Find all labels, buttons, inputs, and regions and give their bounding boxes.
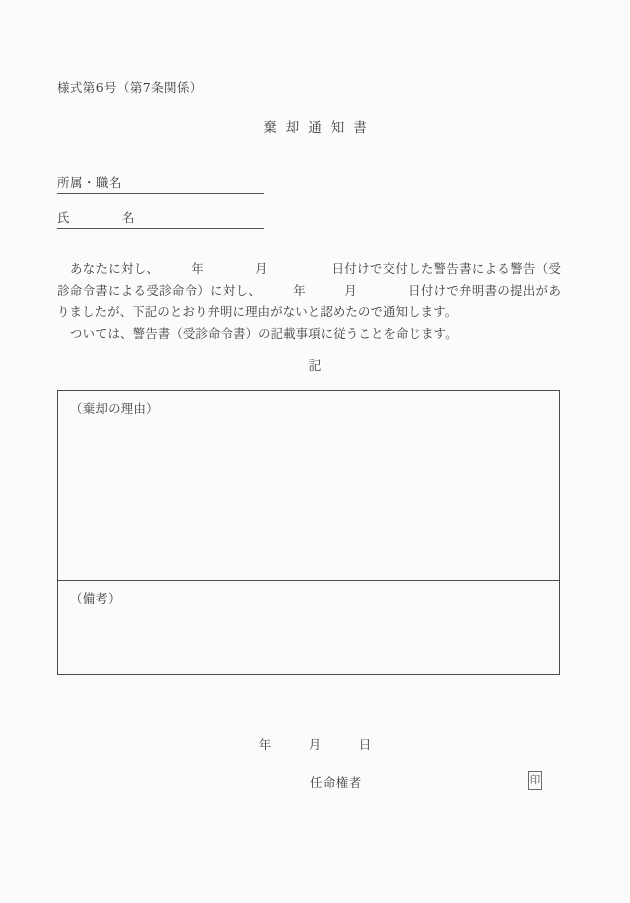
remarks-heading: （備考） [70,591,121,606]
body-text-block [57,258,561,344]
document-title: 棄却通知書 [263,120,376,136]
sections-table [57,390,560,675]
affiliation-label: 所属・職名 [57,175,123,190]
affiliation-field-row [57,173,264,194]
body-paragraph-1: あなたに対し、 年 月 日付けで交付した警告書による警告（受診命令書による受診命令）に対し、 年 月 日付けで弁明書の提出がありましたが、下記のとおり弁明に理由がないと認めたので通知します。 [57,261,561,319]
body-paragraph-2: ついては、警告書（受診命令書）の記載事項に従うことを命じます。 [70,325,458,341]
signature-row [310,773,560,793]
date-line[interactable]: 年 月 日 [258,737,372,752]
remarks-cell [58,580,559,674]
signatory-label: 任命権者 [310,775,362,790]
name-field-row [57,208,264,229]
seal-stamp-icon: 印 [528,771,542,790]
ki-marker: 記 [308,359,322,374]
form-number: 様式第6号（第7条関係） [57,80,203,95]
reason-cell [58,391,559,580]
reason-heading: （棄却の理由） [70,401,159,416]
name-label: 氏 名 [57,210,136,225]
